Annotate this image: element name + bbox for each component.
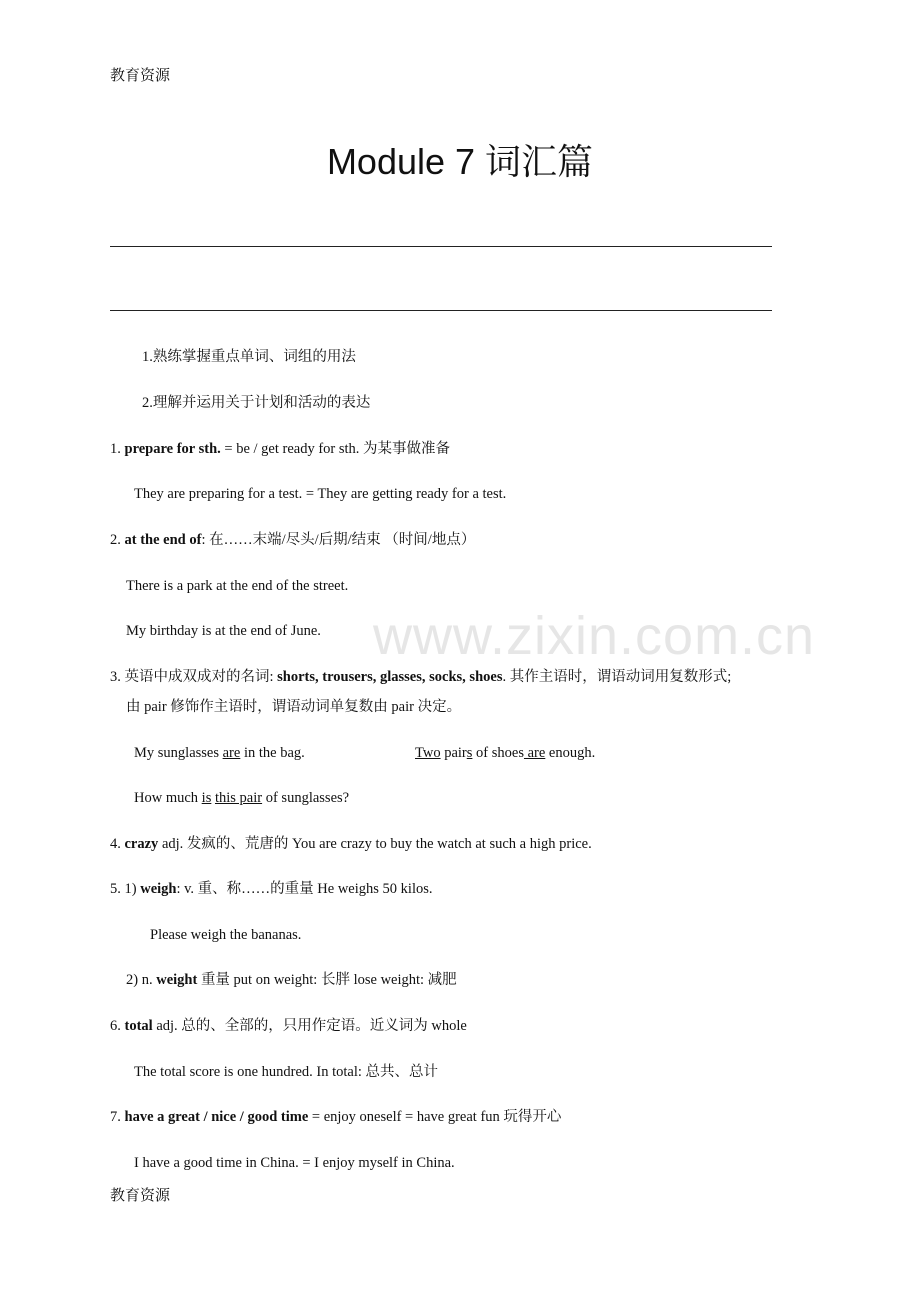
item-5 bbox=[110, 879, 433, 899]
item-2-number: 2. bbox=[110, 532, 121, 548]
item-5-definition: : v. 重、称……的重量 He weighs 50 kilos. bbox=[176, 881, 433, 897]
item-6-number: 6. bbox=[110, 1018, 121, 1034]
item-7-definition: = enjoy oneself = have great fun 玩得开心 bbox=[308, 1109, 562, 1125]
item-6 bbox=[110, 1016, 467, 1036]
objective-1: 1.熟练掌握重点单词、词组的用法 bbox=[142, 349, 356, 365]
item-3-keyword: shorts, trousers, glasses, socks, shoes bbox=[277, 669, 503, 685]
item-5-keyword: weigh bbox=[140, 881, 177, 897]
item-6-keyword: total bbox=[124, 1018, 153, 1034]
underlined-suffix: s bbox=[466, 745, 473, 761]
item-6-example: The total score is one hundred. In total: 总共、总计 bbox=[134, 1064, 439, 1080]
blank-line-1 bbox=[110, 246, 772, 247]
example-text: enough. bbox=[545, 745, 596, 761]
item-3-line-2: 由 pair 修饰作主语时，谓语动词单复数由 pair 决定。 bbox=[126, 699, 462, 715]
underlined-phrase: this pair bbox=[214, 790, 263, 806]
example-text: How much bbox=[134, 790, 202, 806]
item-2-example-1: There is a park at the end of the street. bbox=[126, 578, 349, 594]
item-3-number: 3. bbox=[110, 669, 121, 685]
example-text: in the bag. bbox=[240, 745, 305, 761]
item-1-example: They are preparing for a test. = They are getting ready for a test. bbox=[134, 486, 507, 502]
item-3-definition: . 其作主语时，谓语动词用复数形式; bbox=[502, 669, 732, 685]
watermark: www.zixin.com.cn bbox=[373, 606, 816, 666]
item-5-sub-2-label: 2) n. bbox=[126, 972, 157, 988]
example-text: My sunglasses bbox=[134, 745, 223, 761]
item-4-number: 4. bbox=[110, 836, 121, 852]
item-2 bbox=[110, 530, 475, 550]
objective-2: 2.理解并运用关于计划和活动的表达 bbox=[142, 395, 371, 411]
example-text: of shoes bbox=[472, 745, 524, 761]
item-7-example: I have a good time in China. = I enjoy myself in China. bbox=[134, 1155, 455, 1171]
item-3 bbox=[110, 667, 731, 687]
underlined-verb: are bbox=[222, 745, 241, 761]
item-4 bbox=[110, 834, 592, 854]
page-footer: 教育资源 bbox=[110, 1188, 171, 1204]
item-5-sub-2 bbox=[126, 970, 457, 990]
item-4-definition: adj. 发疯的、荒唐的 You are crazy to buy the watch at such a high price. bbox=[158, 836, 592, 852]
blank-line-2 bbox=[110, 310, 772, 311]
item-3-example-1 bbox=[134, 743, 305, 763]
item-5-example: Please weigh the bananas. bbox=[150, 927, 302, 943]
item-5-sub-2-keyword: weight bbox=[156, 972, 198, 988]
example-text: of sunglasses? bbox=[262, 790, 350, 806]
item-3-intro: 英语中成双成对的名词: bbox=[120, 669, 278, 685]
item-1-number: 1. bbox=[110, 441, 121, 457]
item-7 bbox=[110, 1107, 561, 1127]
item-7-keyword: have a great / nice / good time bbox=[124, 1109, 309, 1125]
underlined-verb: are bbox=[523, 745, 546, 761]
item-6-definition: adj. 总的、全部的，只用作定语。近义词为 whole bbox=[152, 1018, 467, 1034]
item-1 bbox=[110, 439, 450, 459]
item-2-definition: : 在……末端/尽头/后期/结束 （时间/地点） bbox=[201, 532, 476, 548]
underlined-word: Two bbox=[415, 745, 441, 761]
item-2-example-2: My birthday is at the end of June. bbox=[126, 623, 321, 639]
underlined-verb: is bbox=[201, 790, 212, 806]
item-5-number: 5. 1) bbox=[110, 881, 137, 897]
item-1-definition: = be / get ready for sth. 为某事做准备 bbox=[220, 441, 451, 457]
item-1-keyword: prepare for sth. bbox=[124, 441, 221, 457]
item-2-keyword: at the end of bbox=[124, 532, 202, 548]
item-4-keyword: crazy bbox=[124, 836, 159, 852]
item-5-sub-2-definition: 重量 put on weight: 长胖 lose weight: 减肥 bbox=[197, 972, 457, 988]
item-3-example-2 bbox=[415, 743, 595, 763]
item-7-number: 7. bbox=[110, 1109, 121, 1125]
page-header: 教育资源 bbox=[110, 68, 171, 84]
example-text: pair bbox=[440, 745, 467, 761]
page-title: Module 7 词汇篇 bbox=[326, 141, 594, 182]
item-3-example-3 bbox=[134, 788, 349, 808]
